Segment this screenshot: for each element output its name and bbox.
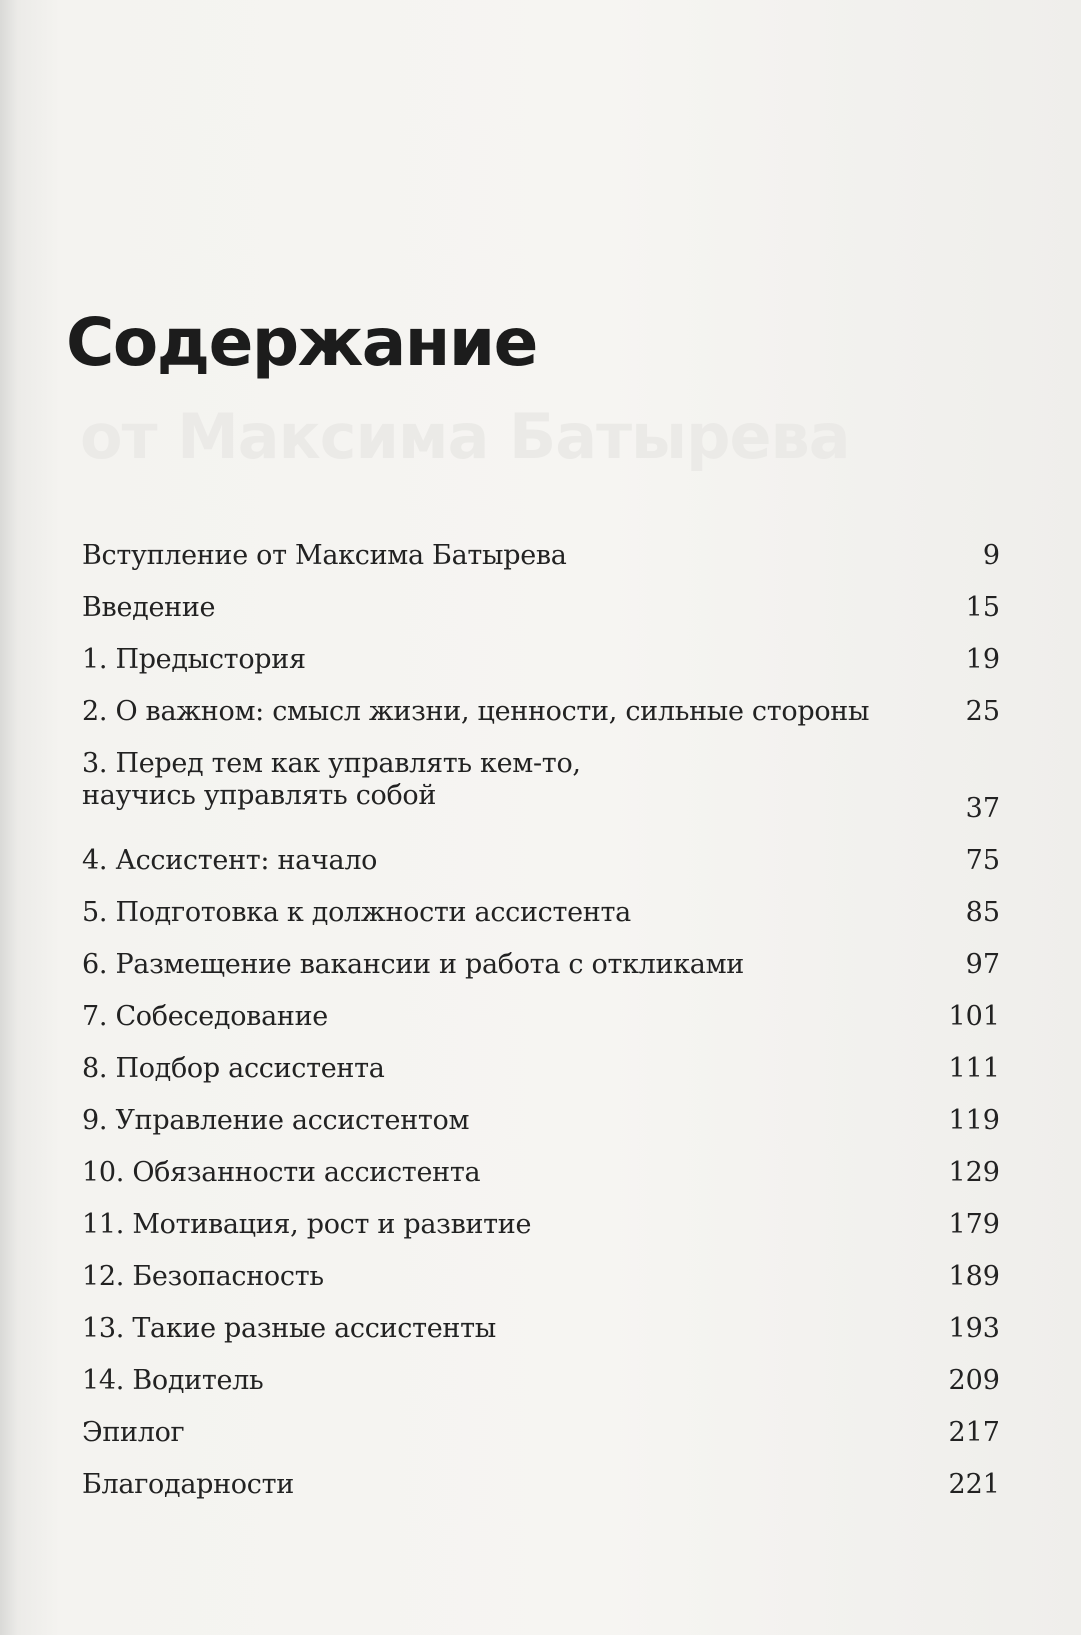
toc-entry-page: 101 [948, 1001, 1000, 1032]
toc-entry [82, 1313, 1000, 1365]
toc-entry [82, 644, 1000, 696]
toc-entry-title: 11. Мотивация, рост и развитие [82, 1209, 532, 1240]
toc-entry-title: Эпилог [82, 1417, 185, 1448]
toc-entry [82, 540, 1000, 592]
toc-entry-page: 209 [948, 1365, 1000, 1396]
toc-entry-page: 129 [948, 1157, 1000, 1188]
toc-entry-page: 19 [965, 644, 1000, 675]
toc-entry-page: 111 [948, 1053, 1000, 1084]
toc-entry [82, 748, 1000, 845]
toc-entry-title: 4. Ассистент: начало [82, 845, 378, 876]
toc-entry-page: 221 [948, 1469, 1000, 1500]
toc-entry [82, 1209, 1000, 1261]
toc-entry-title: 7. Собеседование [82, 1001, 328, 1032]
toc-entry-page: 179 [948, 1209, 1000, 1240]
toc-entry-title: 10. Обязанности ассистента [82, 1157, 481, 1188]
toc-entry-title: 1. Предыстория [82, 644, 306, 675]
toc-entry [82, 1261, 1000, 1313]
toc-entry [82, 1001, 1000, 1053]
toc-entry-page: 189 [948, 1261, 1000, 1292]
toc-entry-title: 14. Водитель [82, 1365, 264, 1396]
toc-entry-title: Вступление от Максима Батырева [82, 540, 567, 571]
toc-entry [82, 1417, 1000, 1469]
toc-entry [82, 845, 1000, 897]
toc-entry-title: 9. Управление ассистентом [82, 1105, 470, 1136]
toc-entry [82, 1105, 1000, 1157]
toc-entry-title: Введение [82, 592, 216, 623]
toc-entry-page: 193 [948, 1313, 1000, 1344]
toc-entry-page: 217 [948, 1417, 1000, 1448]
toc-entry-page: 75 [965, 845, 1000, 876]
toc-entry-page: 97 [965, 949, 1000, 980]
show-through-text: от Максима Батырева [80, 400, 850, 473]
toc-entry [82, 1365, 1000, 1417]
toc-entry-title: Благодарности [82, 1469, 294, 1500]
toc-entry [82, 949, 1000, 1001]
toc-entry-page: 15 [965, 592, 1000, 623]
toc-entry [82, 1157, 1000, 1209]
toc-entry-page: 9 [982, 540, 1000, 571]
toc-entry [82, 592, 1000, 644]
toc-entry-title: 12. Безопасность [82, 1261, 324, 1292]
toc-entry [82, 696, 1000, 748]
toc-entry [82, 1469, 1000, 1521]
toc-entry-page: 37 [965, 793, 1000, 824]
table-of-contents [82, 540, 1000, 1521]
toc-entry [82, 897, 1000, 949]
toc-entry-title: 6. Размещение вакансии и работа с откликами [82, 949, 744, 980]
toc-entry-title: 3. Перед тем как управлять кем-то, научись управлять собой [82, 748, 581, 811]
toc-entry-title: 13. Такие разные ассистенты [82, 1313, 496, 1344]
toc-entry-page: 85 [965, 897, 1000, 928]
toc-entry-page: 119 [948, 1105, 1000, 1136]
toc-entry-page: 25 [965, 696, 1000, 727]
page-title: Содержание [66, 304, 537, 381]
toc-entry-title: 5. Подготовка к должности ассистента [82, 897, 631, 928]
toc-entry-title: 2. О важном: смысл жизни, ценности, сильные стороны [82, 696, 870, 727]
toc-entry-title: 8. Подбор ассистента [82, 1053, 385, 1084]
toc-entry [82, 1053, 1000, 1105]
